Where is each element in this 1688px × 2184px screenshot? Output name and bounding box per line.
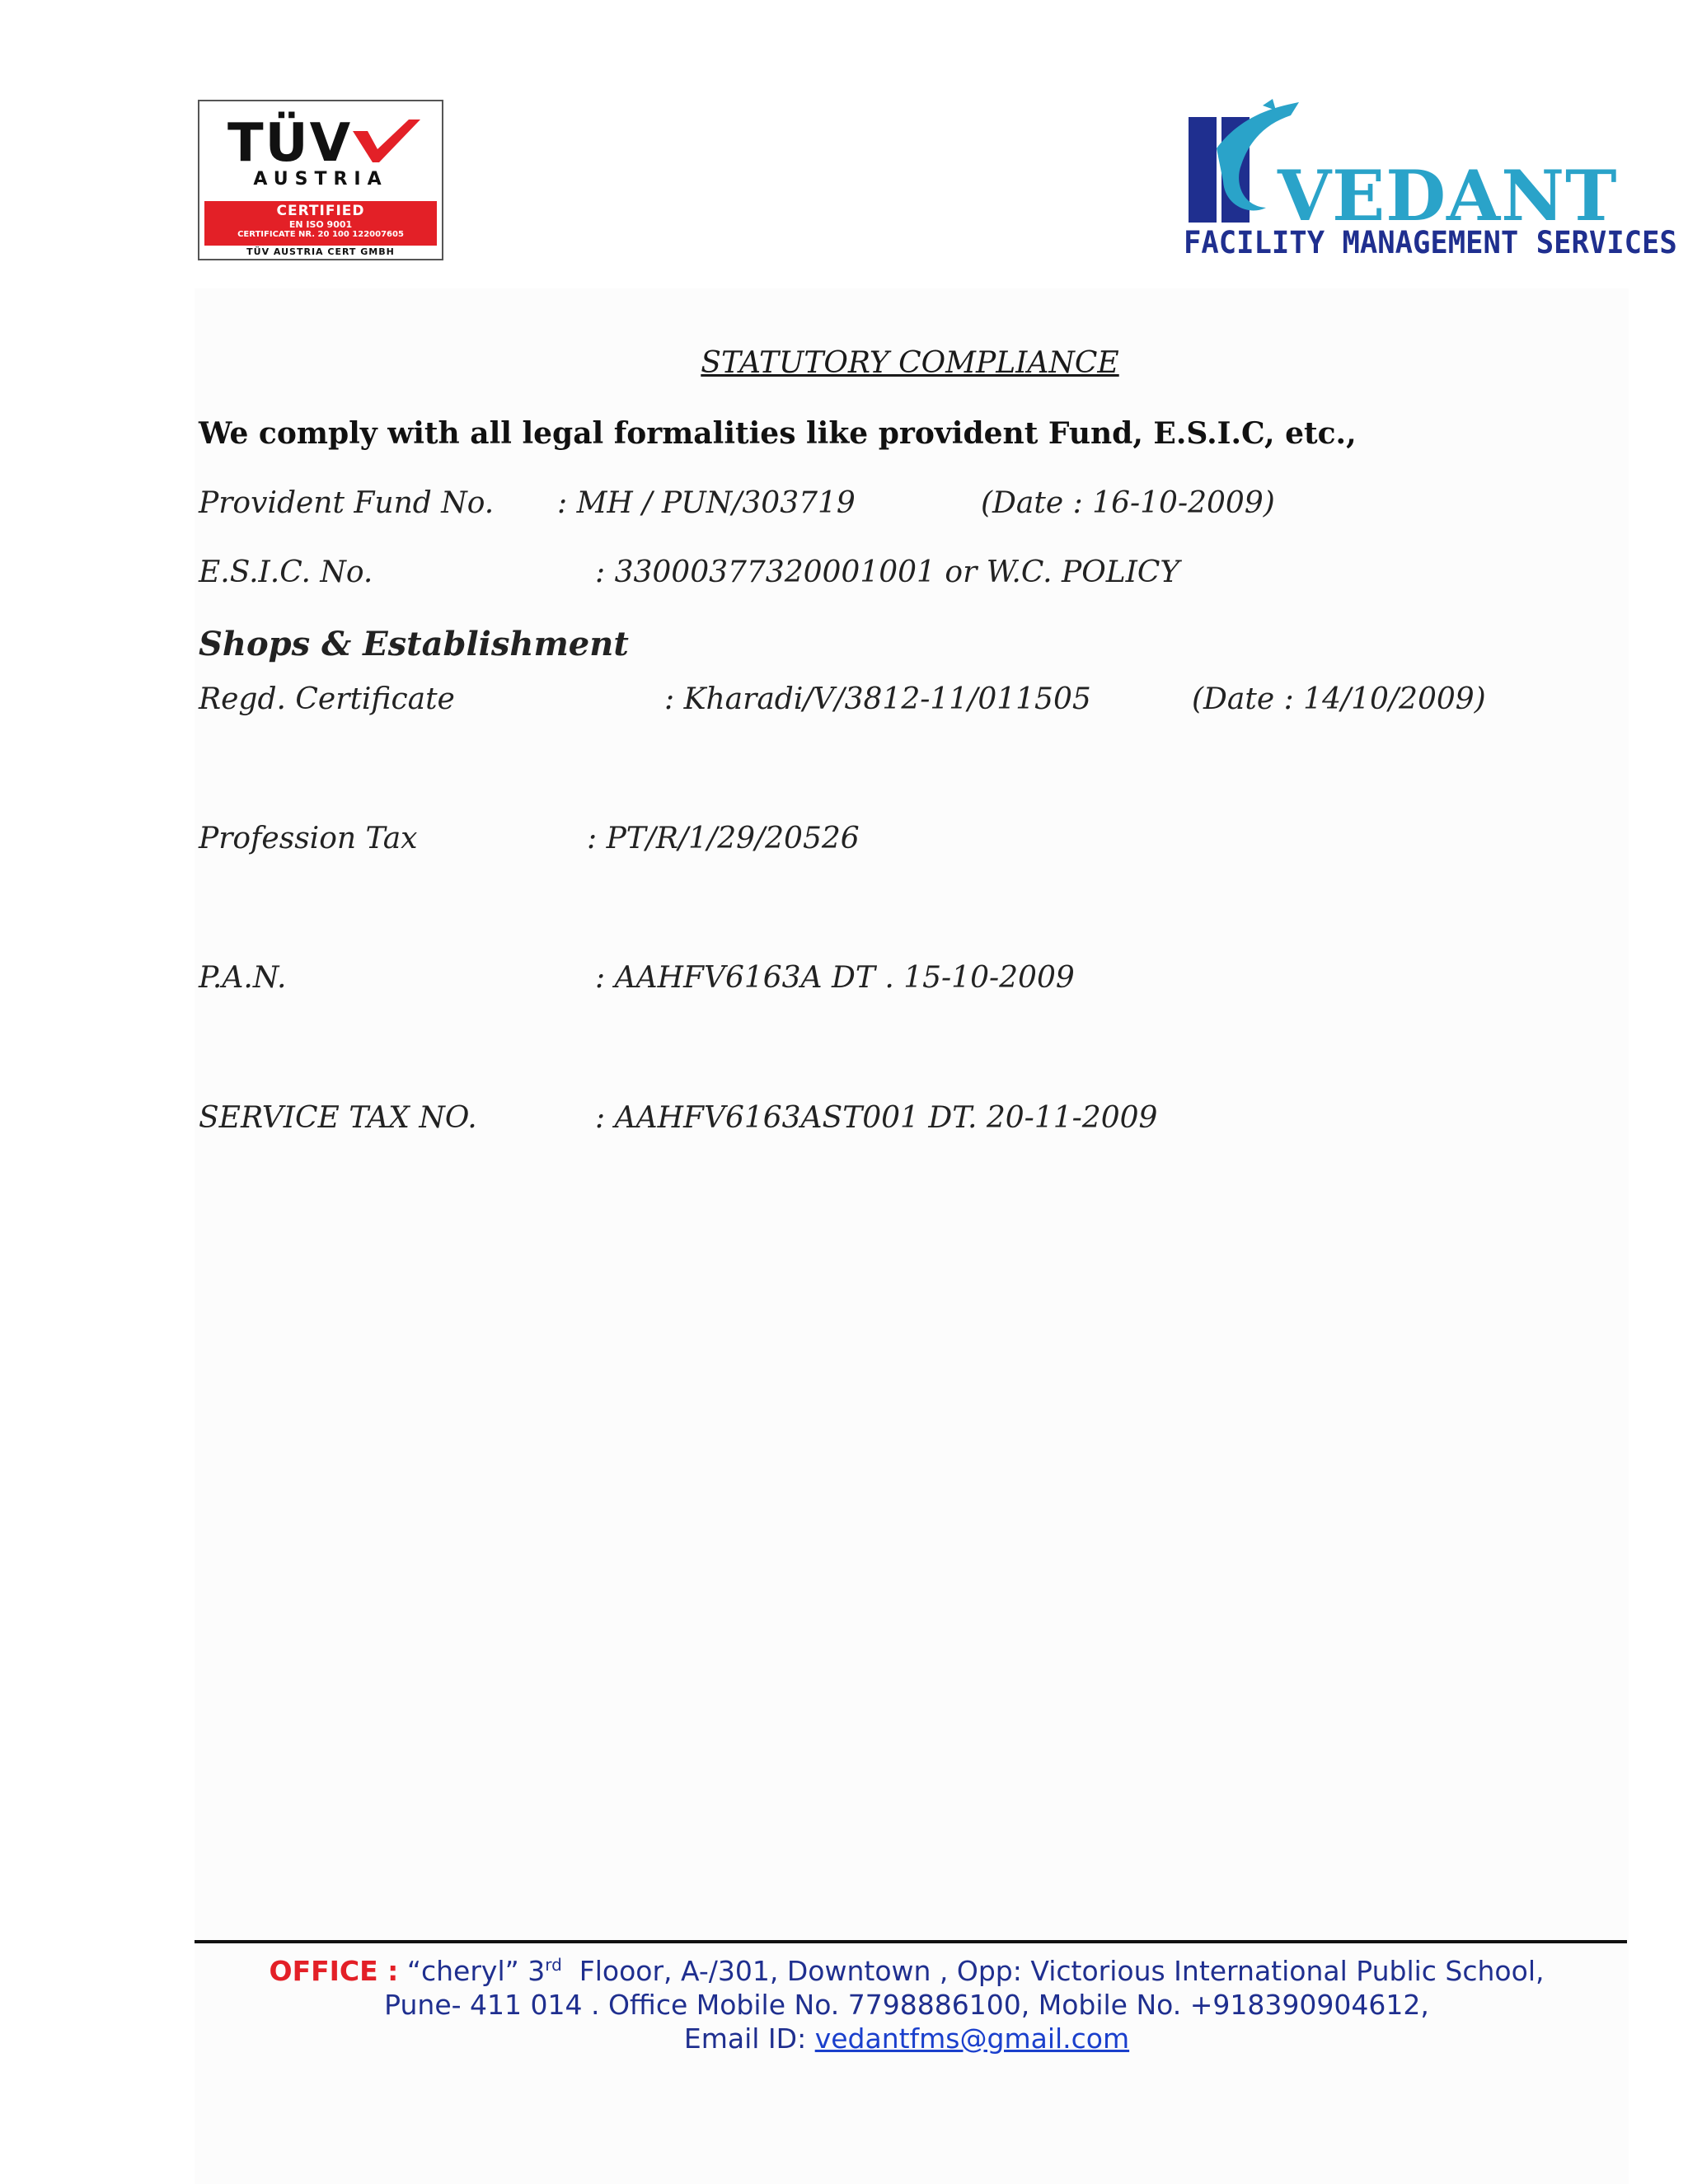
- vedant-logo: [1180, 99, 1677, 268]
- profession-tax-value: : PT/R/1/29/20526: [587, 822, 860, 855]
- shops-establishment-heading: Shops & Establishment: [199, 625, 629, 663]
- footer-line-1: [165, 1948, 1648, 1988]
- regd-label: Regd. Certificate: [199, 682, 455, 716]
- tuv-austria-logo: [198, 100, 443, 260]
- tuv-cert-company: TÜV AUSTRIA CERT GMBH: [246, 246, 395, 257]
- regd-value: : Kharadi/V/3812-11/011505: [664, 682, 1091, 716]
- document-title: STATUTORY COMPLIANCE: [701, 346, 1119, 380]
- tuv-certificate-number: CERTIFICATE NR. 20 100 122007605: [237, 230, 404, 239]
- address-part-1: “cheryl” 3: [406, 1955, 546, 1987]
- pf-value: : MH / PUN/303719: [557, 486, 856, 520]
- email-link[interactable]: vedantfms@gmail.com: [814, 2022, 1130, 2055]
- pf-label: Provident Fund No.: [199, 486, 495, 520]
- service-tax-label: SERVICE TAX NO.: [199, 1101, 477, 1135]
- service-tax-value: : AAHFV6163AST001 DT. 20-11-2009: [595, 1101, 1158, 1135]
- tuv-iso-text: EN ISO 9001: [288, 219, 353, 230]
- regd-date: (Date : 14/10/2009): [1192, 682, 1486, 716]
- esic-label: E.S.I.C. No.: [199, 555, 373, 589]
- tuv-certified-band: [204, 201, 437, 246]
- address-superscript: rd: [545, 1955, 562, 1975]
- office-label: OFFICE :: [269, 1955, 399, 1987]
- tuv-certified-text: CERTIFIED: [276, 203, 365, 219]
- vedant-wordmark: VEDANT: [1278, 155, 1618, 237]
- checkmark-icon: [349, 116, 424, 166]
- email-label: Email ID:: [683, 2022, 807, 2055]
- pan-value: : AAHFV6163A DT . 15-10-2009: [595, 961, 1075, 995]
- footer-line-2: Pune- 411 014 . Office Mobile No. 7798886100, Mobile No. +918390904612,: [384, 1989, 1429, 2021]
- office-address-footer: [165, 1948, 1648, 2055]
- pan-label: P.A.N.: [199, 961, 287, 995]
- tuv-wordmark: TÜV: [227, 113, 353, 174]
- tuv-country: AUSTRIA: [253, 169, 388, 190]
- footer-line-3: [165, 2022, 1648, 2055]
- vedant-tagline: FACILITY MANAGEMENT SERVICES: [1184, 225, 1677, 260]
- pf-date: (Date : 16-10-2009): [981, 486, 1275, 520]
- footer-divider: [195, 1940, 1627, 1943]
- address-part-2: Flooor, A-/301, Downtown , Opp: Victorious International Public School,: [561, 1955, 1545, 1987]
- esic-value: : 33000377320001001 or W.C. POLICY: [595, 555, 1180, 589]
- profession-tax-label: Profession Tax: [199, 822, 418, 855]
- compliance-intro: We comply with all legal formalities like provident Fund, E.S.I.C, etc.,: [199, 416, 1357, 451]
